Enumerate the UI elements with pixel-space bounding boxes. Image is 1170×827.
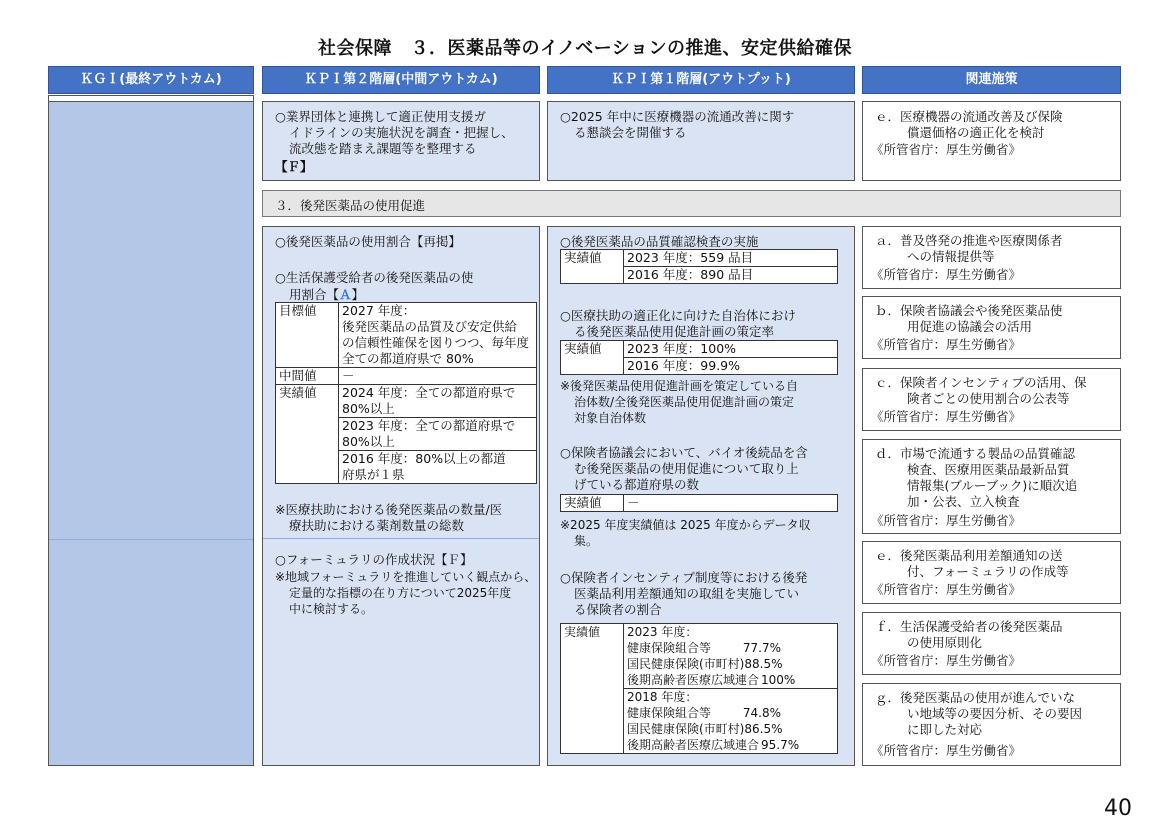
kpi1-note2: 対象自治体数 (574, 411, 647, 425)
measure-line: ｅ．医療機器の流通改善及び保険 (875, 109, 1063, 124)
kpi1-table-2 (560, 340, 838, 375)
measure-ministry: 《所管省庁：厚生労働省》 (871, 337, 1022, 352)
t3-label: 実績値 (561, 495, 624, 512)
measure-line: に即した対応 (907, 722, 983, 737)
measure-line: の使用原則化 (907, 635, 983, 650)
t4-block-2018 (624, 689, 838, 754)
t4-value: 88.5% (744, 657, 783, 671)
measure-ministry: 《所管省庁：厚生労働省》 (871, 513, 1022, 528)
kgi-divider (49, 539, 253, 540)
t4-value: 74.8% (742, 706, 782, 720)
actual-line: 2023 年度：全ての都道府県で (342, 418, 516, 433)
t4-row (627, 656, 834, 672)
measure-line: ｂ．保険者協議会や後発医薬品使 (875, 303, 1063, 318)
kpi2-note: 療扶助における薬剤数量の総数 (289, 518, 465, 533)
t4-row (627, 640, 834, 656)
kpi1-item-plan: ○医療扶助の適正化に向けた自治体におけ (560, 308, 796, 323)
t4-row (627, 705, 834, 721)
target-line: 2027 年度： (342, 303, 416, 318)
row1-kpi1-line: る懇談会を開催する (574, 125, 687, 140)
t4-row (627, 737, 834, 753)
kpi1-note2: ※後発医薬品使用促進計画を策定している自 (560, 379, 799, 393)
row1-kpi2-line: 流改態を踏まえ課題等を整理する (289, 141, 477, 156)
kpi1-table-4 (560, 623, 838, 754)
target-line: 後発医薬品の品質及び安定供給 (342, 319, 518, 334)
t4-value: 86.5% (744, 722, 783, 736)
measure-box-g (862, 683, 1121, 766)
actual-line: 80%以上 (342, 401, 395, 416)
kpi1-item-incentive: 医薬品利用差額通知の取組を実施してい (574, 586, 800, 601)
actual-line: 2016 年度：80%以上の都道 (342, 451, 506, 466)
t4-value: 100% (761, 673, 796, 687)
measure-box-e (862, 541, 1121, 604)
actual-label: 実績値 (276, 385, 339, 484)
t4-row (627, 672, 834, 688)
section-label: ３．後発医薬品の使用促進 (275, 198, 426, 213)
measure-ministry: 《所管省庁：厚生労働省》 (871, 267, 1022, 282)
kpi2-item-formulary: ○フォーミュラリの作成状況【Ｆ】 (275, 552, 473, 567)
t4-value: 95.7% (761, 738, 800, 752)
measure-line: い地域等の要因分析、その要因 (907, 706, 1083, 721)
kpi2-item-welfare-2 (289, 285, 364, 303)
measure-line: ａ．普及啓発の推進や医療関係者 (875, 233, 1063, 248)
measure-ministry: 《所管省庁：厚生労働省》 (871, 743, 1022, 758)
t4-year: 2023 年度： (627, 625, 698, 639)
measure-ministry: 《所管省庁：厚生労働省》 (871, 409, 1022, 424)
header-kpi2: ＫＰＩ第２階層(中間アウトカム) (262, 66, 540, 94)
measure-box-c (862, 368, 1121, 431)
t4-value: 77.7% (742, 641, 782, 655)
measure-box-b (862, 296, 1121, 359)
row1-kpi2-tag: 【Ｆ】 (275, 159, 313, 174)
target-label: 目標値 (276, 303, 339, 368)
actual-value (339, 385, 537, 418)
t4-name: 健康保険組合等 (627, 641, 712, 655)
kpi1-table-3 (560, 494, 838, 512)
mid-label: 中間値 (276, 368, 339, 385)
kpi2-tag-a: Ａ (339, 287, 352, 302)
measure-line: 用促進の協議会の活用 (907, 319, 1033, 334)
t4-year: 2018 年度： (627, 690, 698, 704)
measure-ministry: 《所管省庁：厚生労働省》 (871, 142, 1022, 157)
row1-kpi1-box (547, 101, 855, 181)
measure-line: ｃ．保険者インセンティブの活用、保 (875, 375, 1087, 390)
section-label-box (262, 190, 1121, 217)
measure-line: 検査、医療用医薬品最新品質 (907, 462, 1070, 477)
t1-value: 2023 年度：559 品目 (624, 250, 838, 267)
measure-ministry: 《所管省庁：厚生労働省》 (871, 653, 1022, 668)
kpi2-item-welfare-text: 用割合【 (289, 287, 340, 302)
row1-measure-box (862, 101, 1121, 181)
actual-value (339, 418, 537, 451)
t2-value: 2016 年度：99.9% (624, 358, 838, 375)
kpi2-tag-close: 】 (351, 287, 365, 302)
t4-row (627, 721, 834, 737)
kpi2-panel (262, 226, 540, 766)
kpi1-item-council: む後発医薬品の使用促進について取り上 (574, 461, 799, 476)
kpi2-target-table (275, 302, 537, 484)
header-measures: 関連施策 (862, 66, 1121, 94)
target-line: の信頼性確保を図りつつ、毎年度 (342, 335, 530, 350)
kpi1-item-incentive: ○保険者インセンティブ制度等における後発 (560, 570, 808, 585)
mid-value: － (339, 368, 537, 385)
target-value (339, 303, 537, 368)
kgi-top-band (49, 96, 253, 102)
kpi2-note2: ※地域フォーミュラリを推進していく観点から、 (275, 570, 537, 584)
t4-name: 国民健康保険(市町村) (627, 657, 745, 671)
actual-value (339, 451, 537, 484)
actual-line: 府県が１県 (342, 467, 405, 482)
measure-line: ｇ．後発医薬品の使用が進んでいな (875, 690, 1076, 705)
kpi1-panel (547, 226, 855, 766)
t4-name: 健康保険組合等 (627, 706, 712, 720)
measure-line: ｅ．後発医薬品利用差額通知の送 (875, 548, 1063, 563)
t4-label: 実績値 (561, 624, 624, 754)
t4-name: 後期高齢者医療広域連合 (627, 738, 760, 752)
t2-value: 2023 年度：100% (624, 341, 838, 358)
row1-kpi2-line: イドラインの実施状況を調査・把握し、 (289, 125, 514, 140)
page-title: 社会保障 ３．医薬品等のイノベーションの推進、安定供給確保 (318, 38, 852, 59)
kpi1-note3: 集。 (574, 534, 599, 548)
kpi1-table-1 (560, 249, 838, 284)
actual-line: 80%以上 (342, 434, 395, 449)
page-number: 40 (1104, 796, 1132, 821)
measure-box-f (862, 612, 1121, 675)
kpi2-note2: 定量的な指標の在り方について2025年度 (289, 586, 512, 600)
t1-value: 2016 年度：890 品目 (624, 267, 838, 284)
kpi2-item-reuse: ○後発医薬品の使用割合【再掲】 (275, 234, 461, 249)
kpi2-note2: 中に検討する。 (289, 602, 374, 616)
measure-box-a (862, 226, 1121, 289)
target-line: 全ての都道府県で 80% (342, 351, 474, 366)
kpi1-item-incentive: る保険者の割合 (574, 602, 662, 617)
kpi1-item-council: げている都道府県の数 (574, 477, 700, 492)
kpi1-item-quality: ○後発医薬品の品質確認検査の実施 (560, 234, 759, 249)
actual-line: 2024 年度：全ての都道府県で (342, 385, 516, 400)
measure-line: 情報集(ブルーブック)に順次追 (907, 478, 1078, 493)
row1-kpi1-line: ○2025 年中に医療機器の流通改善に関す (560, 109, 795, 124)
kpi2-divider (263, 538, 539, 539)
kpi2-item-welfare: ○生活保護受給者の後発医薬品の使 (275, 270, 474, 285)
kpi2-note: ※医療扶助における後発医薬品の数量/医 (275, 502, 503, 517)
row1-kpi2-line: ○業界団体と連携して適正使用支援ガ (275, 109, 486, 124)
measure-line: 加・公表、立入検査 (907, 494, 1020, 509)
t3-value: － (624, 495, 838, 512)
t2-label: 実績値 (561, 341, 624, 375)
measure-line: ｄ．市場で流通する製品の品質確認 (875, 446, 1076, 461)
t1-label: 実績値 (561, 250, 624, 284)
measure-line: 付、フォーミュラリの作成等 (907, 564, 1069, 579)
measure-ministry: 《所管省庁：厚生労働省》 (871, 582, 1022, 597)
header-kpi1: ＫＰＩ第１階層(アウトプット) (547, 66, 855, 94)
kpi1-note2: 治体数/全後発医薬品使用促進計画の策定 (574, 395, 795, 409)
t4-name: 後期高齢者医療広域連合 (627, 673, 760, 687)
kpi1-item-council: ○保険者協議会において、バイオ後続品を含 (560, 445, 808, 460)
t4-block-2023 (624, 624, 838, 689)
kpi1-item-plan: る後発医薬品使用促進計画の策定率 (574, 324, 775, 339)
kgi-column (48, 95, 254, 766)
measure-box-d (862, 439, 1121, 534)
measure-line: ｆ．生活保護受給者の後発医薬品 (875, 619, 1063, 634)
kpi1-note3: ※2025 年度実績値は 2025 年度からデータ収 (560, 518, 811, 532)
header-kgi: ＫＧＩ(最終アウトカム) (48, 66, 254, 94)
measure-line: 償還価格の適正化を検討 (907, 125, 1045, 140)
row1-kpi2-box (262, 101, 540, 181)
measure-line: への情報提供等 (907, 249, 995, 264)
measure-line: 険者ごとの使用割合の公表等 (907, 391, 1070, 406)
t4-name: 国民健康保険(市町村) (627, 722, 745, 736)
